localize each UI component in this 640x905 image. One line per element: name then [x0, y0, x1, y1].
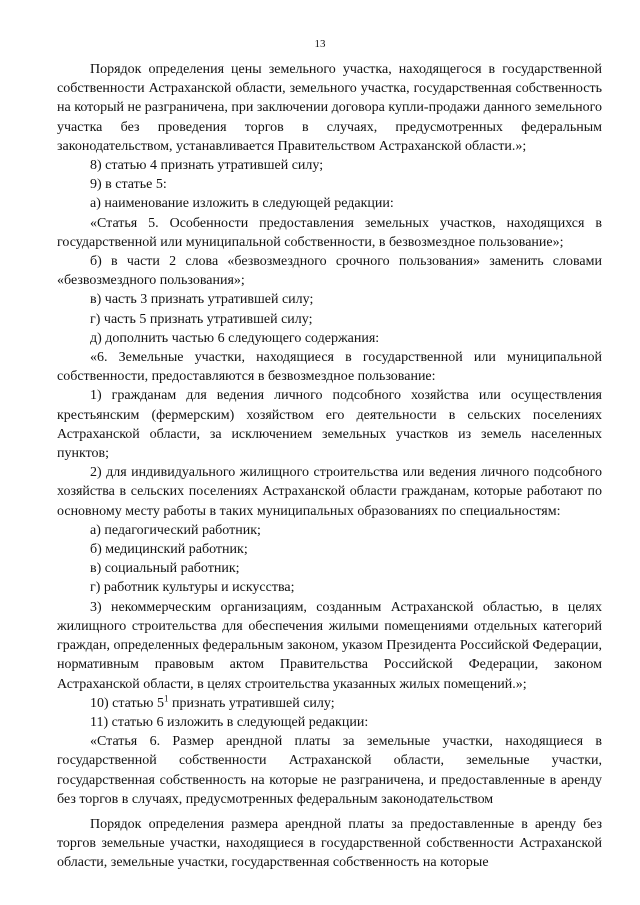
paragraph: б) медицинский работник;: [90, 542, 248, 558]
paragraph: «6. Земельные участки, находящиеся в государственной или муниципальной собственности, предоставляются в безвозмездное пользование:: [57, 350, 602, 385]
page-number: 13: [314, 38, 326, 50]
paragraph: 1) гражданам для ведения личного подсобного хозяйства или осуществления крестьянским (фермерским) хозяйством его деятельности в сельских поселениях Астраханской области, за исключением земельных участков из земель населенных пунктов;: [57, 388, 602, 462]
item10-text: 10) статью 5: [90, 695, 164, 711]
paragraph: г) часть 5 признать утратившей силу;: [90, 311, 313, 327]
paragraph: 3) некоммерческим организациям, созданным Астраханской областью, в целях жилищного строительства для обеспечения жилыми помещениями отдельных категорий граждан, определенных федеральным законом, указом Президента Российской Федерации, нормативным правовым актом Правительства Российской Федерации, законом Астраханской области, в целях строительства указанных жилых помещений.»;: [57, 599, 602, 692]
paragraph: 11) статью 6 изложить в следующей редакции:: [90, 714, 369, 730]
paragraph: а) наименование изложить в следующей редакции:: [90, 196, 394, 212]
item10-text-tail: признать утратившей силу;: [168, 695, 335, 711]
document-body: [57, 60, 602, 873]
paragraph: в) часть 3 признать утратившей силу;: [90, 292, 314, 308]
paragraph: 8) статью 4 признать утратившей силу;: [90, 158, 324, 174]
paragraph: д) дополнить частью 6 следующего содержания:: [90, 330, 380, 346]
item10-superscript: 1: [163, 693, 169, 704]
paragraph: а) педагогический работник;: [90, 522, 261, 538]
paragraph: «Статья 5. Особенности предоставления земельных участков, находящихся в государственной или муниципальной собственности, в безвозмездное пользование»;: [57, 215, 602, 250]
paragraph: Порядок определения цены земельного участка, находящегося в государственной собственности Астраханской области, земельного участка, государственная собственность на который не разграничена, при заключении договора купли-продажи данного земельного участка без проведения торгов в случаях, предусмотренных федеральным законодательством, устанавливается Правительством Астраханской области.»;: [57, 62, 602, 154]
paragraph: г) работник культуры и искусства;: [90, 580, 295, 596]
paragraph: 9) в статье 5:: [90, 177, 167, 193]
paragraph: в) социальный работник;: [90, 561, 240, 577]
paragraph-item-10: [57, 694, 602, 713]
paragraph: «Статья 6. Размер арендной платы за земельные участки, находящиеся в государственной собственности Астраханской области, земельные участки, государственная собственность на которые не разграничена, и предоставленные в аренду без торгов в случаях, предусмотренных федеральным законодательством: [57, 734, 602, 807]
paragraph: 2) для индивидуального жилищного строительства или ведения личного подсобного хозяйства в сельских поселениях Астраханской области гражданам, которые работают по основному месту работы в таких муниципальных образованиях по специальностям:: [57, 465, 602, 519]
paragraph: Порядок определения размера арендной платы за предоставленные в аренду без торгов земельные участки, находящиеся в государственной собственности Астраханской области, земельные участки, государственная собственность на которые: [57, 816, 602, 871]
paragraph: б) в части 2 слова «безвозмездного срочного пользования» заменить словами «безвозмездного пользования»;: [57, 254, 602, 289]
